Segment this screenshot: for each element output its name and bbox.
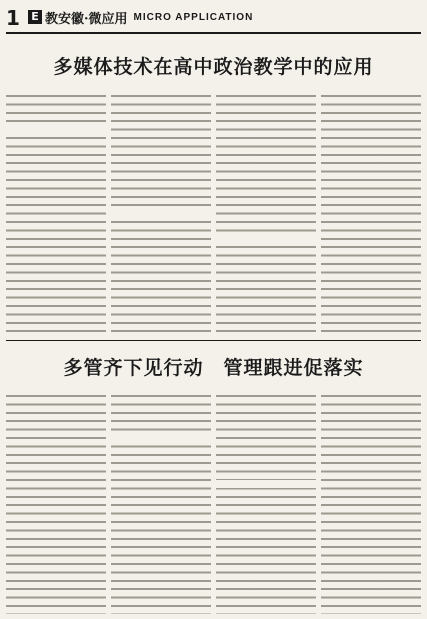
article1-subhead-3 xyxy=(216,235,316,243)
article2-column-2 xyxy=(111,392,211,614)
paper-name: 教安徽·微应用 xyxy=(45,11,128,27)
masthead-rule xyxy=(6,32,421,34)
article2-column-1 xyxy=(6,392,106,614)
article1-subhead-2 xyxy=(111,210,211,218)
article2-subhead-2 xyxy=(216,480,316,488)
article1-column-3 xyxy=(216,92,316,332)
paper-logo-icon: E xyxy=(28,10,42,24)
article2-column-3 xyxy=(216,392,316,614)
article2-column-4 xyxy=(321,392,421,614)
article1-title: 多媒体技术在高中政治教学中的应用 xyxy=(53,56,374,78)
paper-logo xyxy=(28,9,253,25)
article-divider xyxy=(6,340,421,341)
masthead xyxy=(6,4,422,34)
page-number: 1 xyxy=(6,6,20,30)
article1-subhead-1 xyxy=(6,126,106,134)
article1-column-4 xyxy=(321,92,421,332)
section-name: MICRO APPLICATION xyxy=(133,11,254,23)
article2-subhead-1 xyxy=(111,432,211,440)
article2-title: 多管齐下见行动 管理跟进促落实 xyxy=(63,357,364,379)
